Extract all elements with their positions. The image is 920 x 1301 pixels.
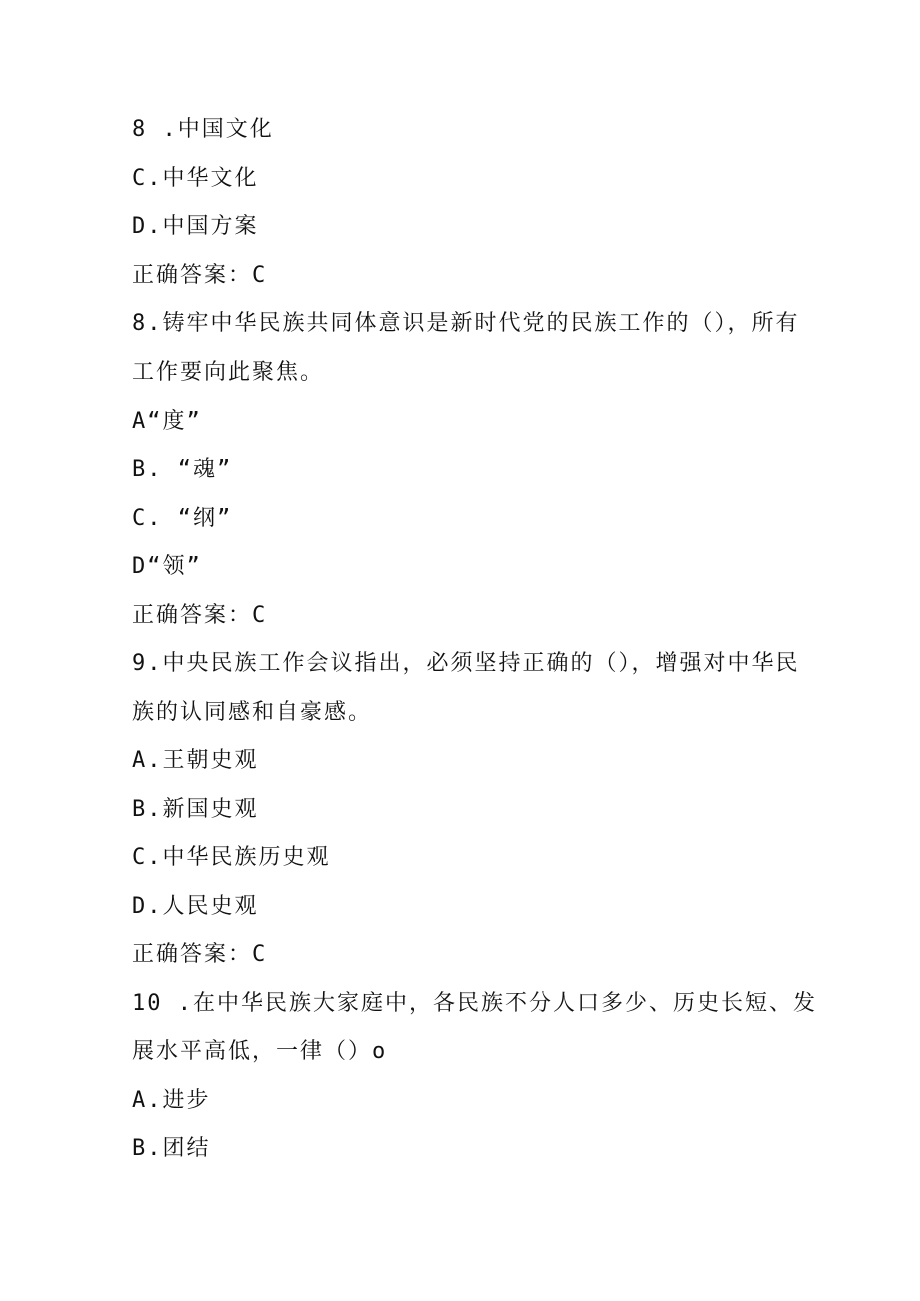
option-b-line: B. “魂” [132,457,233,482]
option-a-line: A“度” [132,409,202,434]
option-c-line: C. “纲” [132,506,233,531]
option-a-line: A.进步 [132,1088,211,1113]
answer-line: 正确答案：C [132,603,268,628]
answer-line: 正确答案：C [132,942,268,967]
option-b-line: B.新国史观 [132,797,259,822]
option-b-line: 8 .中国文化 [132,117,274,142]
option-d-line: D.中国方案 [132,214,259,239]
option-d-line: D“领” [132,554,202,579]
question-9-line-1: 9.中央民族工作会议指出，必须坚持正确的（），增强对中华民 [132,651,800,676]
option-d-line: D.人民史观 [132,894,259,919]
answer-line: 正确答案：C [132,263,268,288]
option-c-line: C.中华民族历史观 [132,845,331,870]
option-b-line: B.团结 [132,1136,211,1161]
question-8-line-2: 工作要向此聚焦。 [132,360,325,385]
question-8-line-1: 8.铸牢中华民族共同体意识是新时代党的民族工作的（），所有 [132,311,800,336]
question-9-line-2: 族的认同感和自豪感。 [132,700,373,725]
question-10-line-1: 10 .在中华民族大家庭中，各民族不分人口多少、历史长短、发 [132,991,817,1016]
option-a-line: A.王朝史观 [132,748,259,773]
question-10-line-2: 展水平高低，一律（）o [132,1039,388,1064]
option-c-line: C.中华文化 [132,166,259,191]
